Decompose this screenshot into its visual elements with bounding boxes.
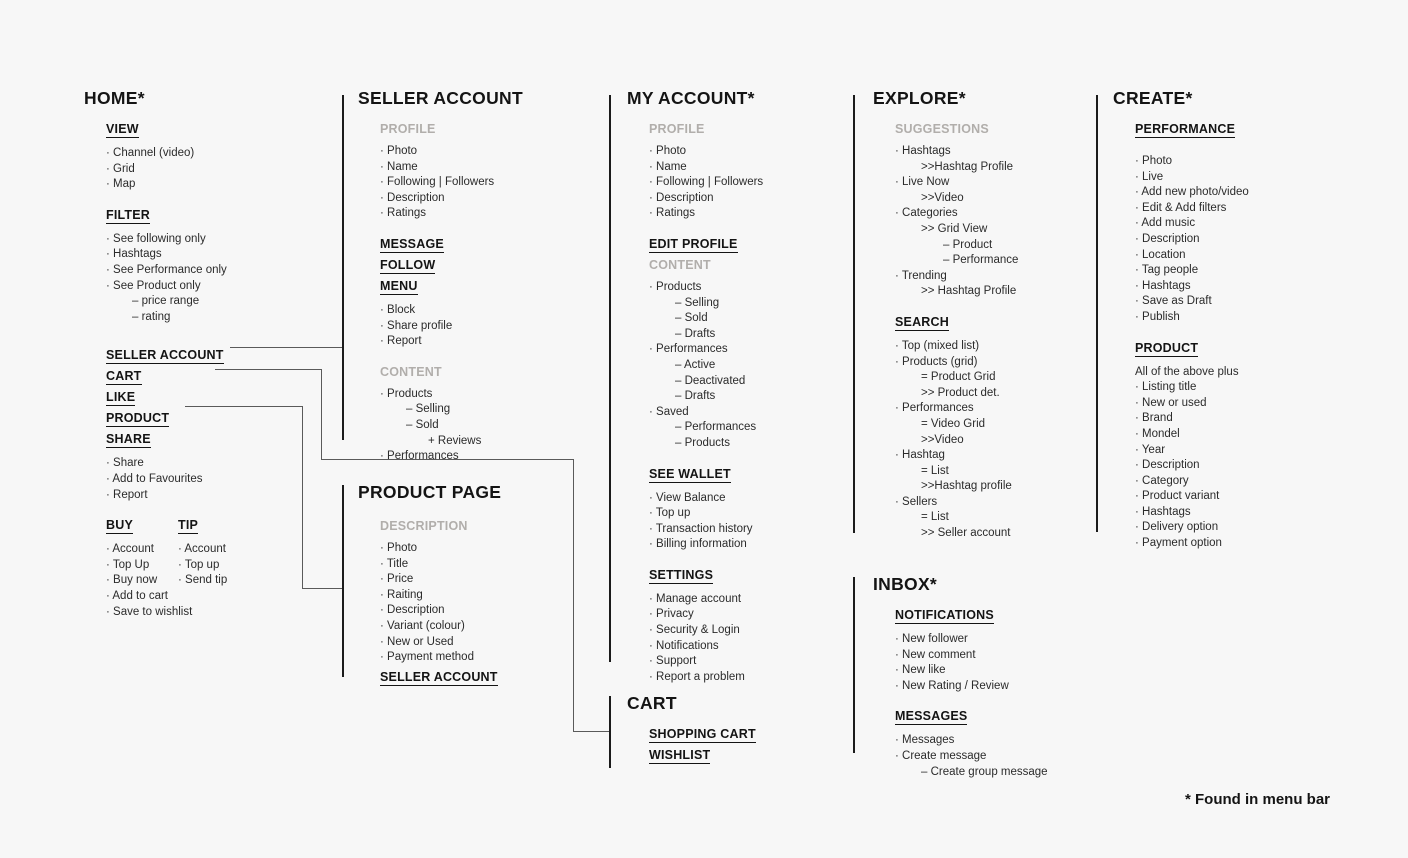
list-item: · New follower bbox=[895, 633, 968, 645]
list-item: · Hashtag bbox=[895, 449, 945, 462]
group bbox=[649, 465, 763, 553]
list-item: · Products bbox=[649, 280, 702, 293]
list-item: · Description bbox=[380, 191, 445, 204]
inbox-border-line bbox=[853, 577, 855, 753]
list-item: · Photo bbox=[380, 542, 418, 554]
list-item: = Product Grid bbox=[921, 371, 996, 384]
list-item: · Name bbox=[649, 160, 687, 173]
connector-cart-segment-4 bbox=[573, 459, 574, 731]
list-item: · Publish bbox=[1135, 310, 1180, 323]
list-item: · Brand bbox=[1135, 412, 1173, 425]
group bbox=[649, 256, 763, 452]
group bbox=[380, 277, 523, 350]
group bbox=[649, 746, 756, 764]
group-heading: WISHLIST bbox=[649, 748, 711, 762]
list-item: >> Seller account bbox=[921, 527, 1011, 540]
group-heading: PRODUCT bbox=[1135, 340, 1199, 355]
footnote: * Found in menu bar bbox=[1185, 791, 1330, 808]
group-heading: SELLER ACCOUNT bbox=[380, 669, 498, 684]
connector-seller-account bbox=[230, 347, 342, 348]
list-item: · Trending bbox=[895, 269, 947, 282]
section-explore bbox=[873, 88, 1018, 555]
section-create bbox=[1113, 88, 1249, 565]
list-item: – Active bbox=[675, 358, 716, 371]
list-item: · New like bbox=[895, 664, 946, 677]
list-item: · Add new photo/video bbox=[1135, 186, 1249, 199]
list-item: · Title bbox=[380, 557, 409, 570]
list-item: · Performances bbox=[895, 402, 974, 415]
section-title: MY ACCOUNT* bbox=[627, 88, 755, 108]
subcolumn bbox=[178, 516, 227, 589]
list-item: · Send tip bbox=[178, 574, 228, 587]
list-item: · Description bbox=[649, 191, 714, 204]
list-item: · Photo bbox=[1135, 155, 1173, 167]
group bbox=[380, 363, 523, 465]
section-title: EXPLORE* bbox=[873, 88, 966, 108]
section-title: INBOX* bbox=[873, 574, 938, 594]
list-item: · Save as Draft bbox=[1135, 295, 1212, 308]
list-item: – price range bbox=[132, 295, 200, 308]
list-item: · Photo bbox=[380, 145, 418, 157]
group-heading: SHARE bbox=[106, 432, 151, 447]
connector-cart-segment-5 bbox=[573, 731, 609, 732]
list-item: · Tag people bbox=[1135, 264, 1199, 277]
list-item: · Support bbox=[649, 655, 697, 668]
section-product-page bbox=[358, 482, 501, 689]
cart-border-line bbox=[609, 696, 611, 768]
group-heading: BUY bbox=[106, 518, 133, 533]
group-heading: FOLLOW bbox=[380, 257, 436, 272]
list-item: · See Product only bbox=[106, 279, 201, 292]
list-item: · Hashtags bbox=[895, 145, 951, 157]
section-title: CART bbox=[627, 693, 677, 713]
group-heading: FILTER bbox=[106, 207, 151, 222]
list-item: · Description bbox=[380, 604, 445, 617]
list-item: – Selling bbox=[675, 296, 720, 309]
group-heading: SEARCH bbox=[895, 314, 949, 329]
list-item: · Top up bbox=[649, 507, 691, 520]
list-item: – Sold bbox=[675, 312, 708, 325]
section-body bbox=[358, 120, 523, 465]
list-item: · Live bbox=[1135, 170, 1164, 183]
list-item: · See following only bbox=[106, 232, 206, 245]
list-item: >>Video bbox=[921, 433, 964, 446]
group bbox=[106, 120, 227, 193]
group-heading: EDIT PROFILE bbox=[649, 236, 738, 251]
divider-explore-create bbox=[1096, 95, 1098, 532]
list-item: – Performances bbox=[675, 421, 757, 434]
divider-myaccount-explore bbox=[853, 95, 855, 533]
group-heading: CONTENT bbox=[649, 257, 711, 272]
list-item: · Performances bbox=[380, 450, 459, 463]
list-item: · Location bbox=[1135, 248, 1186, 261]
list-item: >> Grid View bbox=[921, 222, 988, 235]
connector-cart-segment-2 bbox=[321, 369, 322, 459]
list-item: · Categories bbox=[895, 207, 958, 220]
group bbox=[380, 120, 523, 222]
list-item: – Selling bbox=[406, 403, 451, 416]
section-body bbox=[873, 606, 1048, 780]
group bbox=[380, 517, 501, 666]
list-item: · See Performance only bbox=[106, 263, 227, 276]
list-item: · Create message bbox=[895, 749, 987, 762]
list-item: · New or used bbox=[1135, 396, 1207, 409]
list-item: · Mondel bbox=[1135, 427, 1180, 440]
list-item: · Ratings bbox=[380, 207, 427, 220]
list-item: · Account bbox=[106, 543, 154, 556]
group-heading: MESSAGE bbox=[380, 236, 444, 251]
list-item: – Sold bbox=[406, 418, 439, 431]
list-item: – Drafts bbox=[675, 327, 716, 340]
list-item: · Security & Login bbox=[649, 624, 740, 637]
section-title: CREATE* bbox=[1113, 88, 1193, 108]
group-heading: LIKE bbox=[106, 390, 136, 405]
group-heading: CONTENT bbox=[380, 364, 442, 379]
list-item: · Listing title bbox=[1135, 381, 1197, 394]
list-item: – Drafts bbox=[675, 390, 716, 403]
list-item: · Raiting bbox=[380, 588, 423, 601]
section-seller-account bbox=[358, 88, 523, 478]
group bbox=[649, 566, 763, 686]
group bbox=[895, 120, 1018, 300]
list-item: · Live Now bbox=[895, 176, 950, 189]
connector-product-segment-3 bbox=[302, 588, 342, 589]
list-item: · Add to Favourites bbox=[106, 472, 203, 485]
group-heading: DESCRIPTION bbox=[380, 519, 468, 533]
list-item: · Products (grid) bbox=[895, 355, 978, 368]
list-item: – Create group message bbox=[921, 765, 1048, 778]
list-item: · Share bbox=[106, 457, 144, 470]
list-item: · Report a problem bbox=[649, 670, 745, 683]
list-item: · Map bbox=[106, 178, 136, 191]
list-item: · Hashtags bbox=[106, 248, 162, 261]
section-body bbox=[627, 120, 763, 685]
list-item: · Top up bbox=[178, 558, 220, 571]
list-item: · Payment option bbox=[1135, 537, 1222, 550]
group-heading: NOTIFICATIONS bbox=[895, 608, 994, 622]
connector-cart-segment-1 bbox=[215, 369, 321, 370]
section-title: PRODUCT PAGE bbox=[358, 482, 502, 502]
list-item: · Saved bbox=[649, 405, 689, 418]
group bbox=[649, 725, 756, 743]
group bbox=[1135, 339, 1249, 552]
list-item: · Following | Followers bbox=[380, 176, 495, 189]
list-item: >> Product det. bbox=[921, 386, 1000, 399]
divider-seller-myaccount bbox=[609, 95, 611, 662]
group bbox=[106, 346, 227, 364]
list-item: · Manage account bbox=[649, 592, 742, 605]
list-item: · New or Used bbox=[380, 635, 454, 648]
group-heading: MESSAGES bbox=[895, 709, 968, 724]
list-item: · Description bbox=[1135, 232, 1200, 245]
group bbox=[380, 668, 501, 686]
list-item: · Add music bbox=[1135, 217, 1196, 230]
section-home bbox=[84, 88, 227, 633]
list-item: · Account bbox=[178, 543, 226, 556]
list-item: = Video Grid bbox=[921, 417, 986, 430]
section-body bbox=[358, 517, 501, 686]
group-heading: PERFORMANCE bbox=[1135, 122, 1236, 136]
list-item: · Buy now bbox=[106, 574, 158, 587]
list-item: · Hashtags bbox=[1135, 505, 1191, 518]
list-item: · Top (mixed list) bbox=[895, 339, 980, 352]
list-item: · Name bbox=[380, 160, 418, 173]
list-item: · Channel (video) bbox=[106, 147, 195, 159]
list-item: · Payment method bbox=[380, 651, 474, 664]
section-my-account bbox=[627, 88, 763, 698]
divider-home-seller bbox=[342, 95, 344, 440]
list-item: · Transaction history bbox=[649, 522, 753, 535]
section-title: HOME* bbox=[84, 88, 145, 108]
list-item: · Description bbox=[1135, 459, 1200, 472]
list-item: = List bbox=[921, 511, 949, 524]
list-item: · Billing information bbox=[649, 538, 747, 551]
group-heading: PRODUCT bbox=[106, 411, 170, 426]
list-item: >> Hashtag Profile bbox=[921, 285, 1017, 298]
group bbox=[380, 256, 523, 274]
group bbox=[895, 707, 1048, 780]
list-item: · Product variant bbox=[1135, 490, 1220, 503]
list-item: · Block bbox=[380, 303, 416, 316]
list-item: · New comment bbox=[895, 648, 976, 661]
group-heading: SUGGESTIONS bbox=[895, 122, 989, 136]
list-item: · Category bbox=[1135, 474, 1189, 487]
list-item: >>Hashtag Profile bbox=[921, 160, 1014, 173]
section-body bbox=[873, 120, 1018, 542]
list-item: >>Video bbox=[921, 191, 964, 204]
section-body bbox=[627, 725, 756, 764]
list-item: · Delivery option bbox=[1135, 521, 1219, 534]
list-item: · Sellers bbox=[895, 495, 938, 508]
section-title: SELLER ACCOUNT bbox=[358, 88, 523, 108]
list-item: · Messages bbox=[895, 734, 955, 747]
group-heading: CART bbox=[106, 369, 142, 384]
group bbox=[380, 235, 523, 253]
group-heading: SHOPPING CART bbox=[649, 727, 756, 741]
group-heading: PROFILE bbox=[380, 122, 436, 136]
group-heading: VIEW bbox=[106, 122, 139, 136]
list-item: · Products bbox=[380, 387, 433, 400]
list-item: · Report bbox=[106, 488, 148, 501]
list-item: >>Hashtag profile bbox=[921, 480, 1012, 493]
group bbox=[895, 606, 1048, 694]
list-item: · Edit & Add filters bbox=[1135, 201, 1227, 214]
group bbox=[649, 120, 763, 222]
section-body bbox=[1113, 120, 1249, 552]
list-item: · Notifications bbox=[649, 639, 719, 652]
list-item: · Price bbox=[380, 573, 414, 586]
list-item: · Report bbox=[380, 335, 422, 348]
group-heading: SELLER ACCOUNT bbox=[106, 348, 224, 363]
list-item: · Save to wishlist bbox=[106, 605, 193, 618]
list-item: · View Balance bbox=[649, 491, 726, 504]
group-heading: TIP bbox=[178, 518, 199, 533]
section-cart bbox=[627, 693, 756, 767]
list-item: · Following | Followers bbox=[649, 176, 764, 189]
group bbox=[106, 430, 227, 503]
section-body bbox=[84, 120, 227, 620]
section-inbox bbox=[873, 574, 1048, 793]
group bbox=[106, 206, 227, 326]
list-item: · Grid bbox=[106, 162, 135, 175]
list-item: – Product bbox=[943, 238, 993, 251]
list-item: = List bbox=[921, 464, 949, 477]
group bbox=[895, 313, 1018, 542]
list-item: · Hashtags bbox=[1135, 279, 1191, 292]
list-item: · Top Up bbox=[106, 558, 150, 571]
group-heading: SEE WALLET bbox=[649, 466, 731, 481]
list-item: · Add to cart bbox=[106, 589, 169, 602]
group bbox=[106, 388, 227, 406]
list-item: All of the above plus bbox=[1135, 365, 1239, 378]
group bbox=[1135, 120, 1249, 326]
connector-product-segment-2 bbox=[302, 406, 303, 588]
group bbox=[649, 235, 763, 253]
list-item: – Products bbox=[675, 436, 730, 449]
group-heading: MENU bbox=[380, 278, 418, 293]
list-item: · New Rating / Review bbox=[895, 679, 1009, 692]
list-item: · Share profile bbox=[380, 319, 453, 332]
group-heading: SETTINGS bbox=[649, 567, 714, 582]
list-item: · Ratings bbox=[649, 207, 696, 220]
group-heading: PROFILE bbox=[649, 122, 705, 136]
list-item: · Year bbox=[1135, 443, 1166, 456]
product-page-border-line bbox=[342, 485, 344, 677]
group bbox=[106, 367, 227, 385]
list-item: – Deactivated bbox=[675, 374, 746, 387]
list-item: – rating bbox=[132, 310, 171, 323]
list-item: · Variant (colour) bbox=[380, 619, 465, 632]
list-item: · Photo bbox=[649, 145, 687, 157]
list-item: · Privacy bbox=[649, 608, 694, 621]
list-item: + Reviews bbox=[428, 434, 482, 447]
group-two-column bbox=[106, 516, 227, 620]
group bbox=[106, 409, 227, 427]
list-item: · Performances bbox=[649, 343, 728, 356]
list-item: – Performance bbox=[943, 254, 1019, 267]
